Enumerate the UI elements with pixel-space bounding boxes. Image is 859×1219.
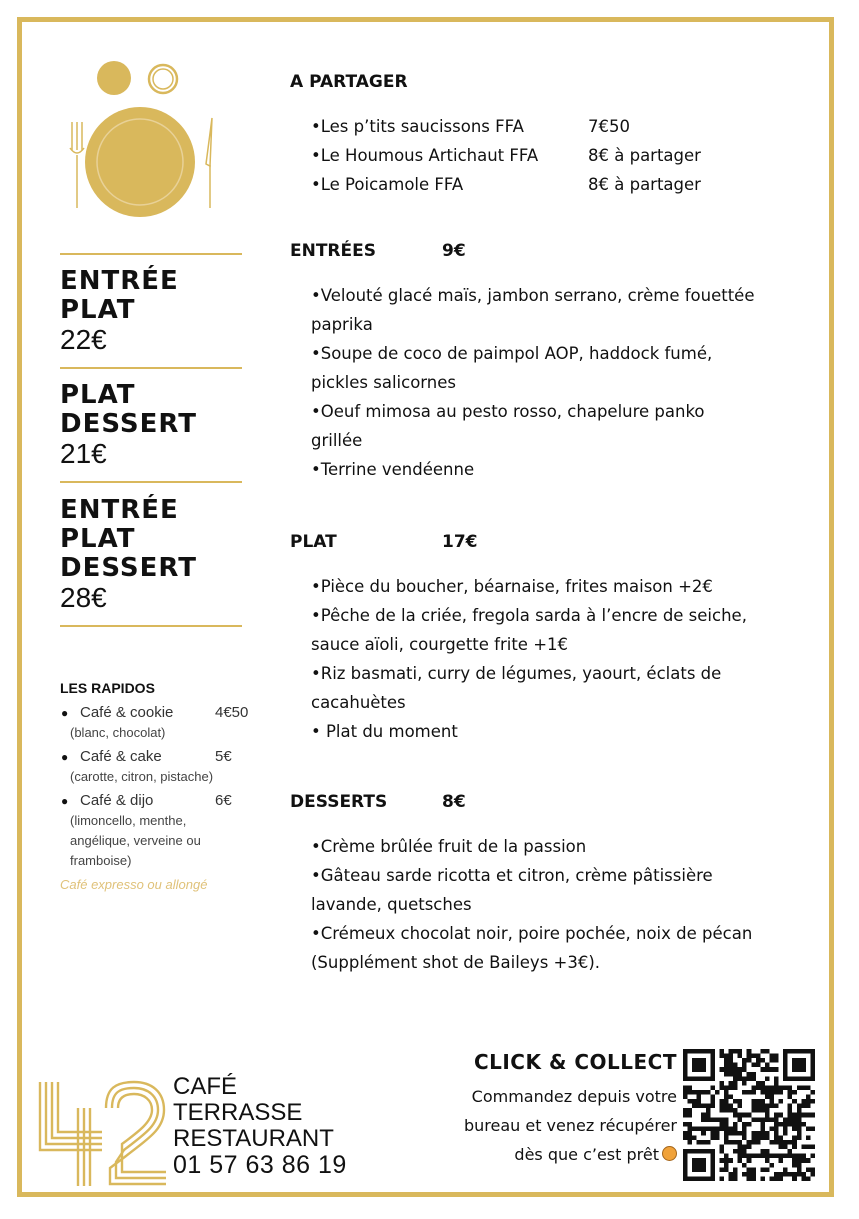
click-collect-title: CLICK & COLLECT <box>473 1050 677 1074</box>
menu-line: •Velouté glacé maïs, jambon serrano, crème fouettée <box>311 286 755 305</box>
divider <box>60 367 242 369</box>
menu-item-name: •Le Poicamole FFA <box>311 175 464 194</box>
menu-line: pickles salicornes <box>311 373 457 392</box>
section-price: 8€ <box>442 792 466 812</box>
rapidos-item-note: (carotte, citron, pistache) <box>70 769 214 784</box>
section-title <box>290 792 820 814</box>
rapidos-block <box>60 680 270 892</box>
section-price: 17€ <box>442 532 478 552</box>
menu-item <box>311 112 820 141</box>
section-desserts <box>290 792 820 977</box>
menu-item-price: 8€ à partager <box>588 146 701 165</box>
section-title <box>290 241 820 263</box>
rapidos-item-name: Café & dijo <box>80 792 154 809</box>
divider <box>60 253 242 255</box>
rapidos-item-name: Café & cookie <box>80 704 174 721</box>
formula-title: PLAT DESSERT <box>60 380 197 439</box>
section-plat <box>290 532 820 746</box>
section-title-text: A PARTAGER <box>290 72 408 92</box>
menu-line: •Crémeux chocolat noir, poire pochée, noix de pécan <box>311 924 753 943</box>
formula-price: 28€ <box>60 582 107 613</box>
formula-entree-plat-dessert <box>60 496 260 613</box>
menu-line: •Gâteau sarde ricotta et citron, crème pâtissière <box>311 866 713 885</box>
menu-line: •Crème brûlée fruit de la passion <box>311 837 587 856</box>
section-title-text: DESSERTS <box>290 792 388 812</box>
qr-code[interactable] <box>683 1049 815 1181</box>
formula-plat-dessert <box>60 381 260 469</box>
section-title-text: PLAT <box>290 532 337 552</box>
orange-emoji-icon <box>662 1146 677 1161</box>
rapidos-item-price: 6€ <box>215 792 232 809</box>
menu-line: •Pièce du boucher, béarnaise, frites maison +2€ <box>311 577 713 596</box>
section-items <box>311 572 820 746</box>
bullet-icon: ● <box>61 750 69 764</box>
formula-entree-plat <box>60 267 260 355</box>
plate-cutlery-icon <box>60 58 220 218</box>
menu-item-name: •Le Houmous Artichaut FFA <box>311 146 539 165</box>
menu-line: lavande, quetsches <box>311 895 472 914</box>
click-collect-block <box>464 1050 677 1169</box>
section-items <box>311 112 820 199</box>
rapidos-item-price: 5€ <box>215 748 232 765</box>
menu-line: paprika <box>311 315 373 334</box>
menu-line: •Soupe de coco de paimpol AOP, haddock fumé, <box>311 344 713 363</box>
restaurant-42-logo <box>38 1078 168 1190</box>
menu-line: •Pêche de la criée, fregola sarda à l’encre de seiche, <box>311 606 747 625</box>
click-collect-line: Commandez depuis votre <box>471 1087 677 1106</box>
menu-item <box>311 170 820 199</box>
rapidos-footer: Café expresso ou allongé <box>60 877 208 892</box>
menu-line: •Riz basmati, curry de légumes, yaourt, éclats de <box>311 664 722 683</box>
menu-item-name: •Les p’tits saucissons FFA <box>311 117 524 136</box>
rapidos-item <box>60 703 270 723</box>
rapidos-title: LES RAPIDOS <box>60 680 155 696</box>
formula-price: 22€ <box>60 324 107 355</box>
rapidos-item-price: 4€50 <box>215 704 249 721</box>
brand-block <box>173 1074 347 1178</box>
section-entrees <box>290 241 820 484</box>
phone-number: 01 57 63 86 19 <box>173 1151 347 1179</box>
section-title <box>290 532 820 554</box>
rapidos-item <box>60 747 270 767</box>
brand-line: TERRASSE <box>173 1099 303 1126</box>
bullet-icon: ● <box>61 794 69 808</box>
menu-line: cacahuètes <box>311 693 406 712</box>
menu-line: •Terrine vendéenne <box>311 460 475 479</box>
formula-title: ENTRÉE PLAT DESSERT <box>60 495 197 583</box>
menu-line: •Oeuf mimosa au pesto rosso, chapelure panko <box>311 402 705 421</box>
section-items <box>311 832 820 977</box>
menu-line: sauce aïoli, courgette frite +1€ <box>311 635 569 654</box>
divider <box>60 625 242 627</box>
bullet-icon: ● <box>61 706 69 720</box>
section-partager <box>290 72 820 199</box>
formula-title: ENTRÉE PLAT <box>60 266 179 325</box>
menu-line: • Plat du moment <box>311 722 458 741</box>
rapidos-item <box>60 791 270 811</box>
rapidos-item-name: Café & cake <box>80 748 162 765</box>
menu-line: grillée <box>311 431 363 450</box>
menu-item-price: 7€50 <box>588 117 630 136</box>
menu-item <box>311 141 820 170</box>
formula-price: 21€ <box>60 438 107 469</box>
rapidos-item-note: (limoncello, menthe, angélique, verveine ou framboise) <box>70 813 201 868</box>
section-price: 9€ <box>442 241 466 261</box>
divider <box>60 481 242 483</box>
brand-line: CAFÉ <box>173 1073 238 1100</box>
section-title <box>290 72 820 94</box>
brand-line: RESTAURANT <box>173 1125 334 1152</box>
click-collect-text: dès que c’est prêt <box>514 1145 659 1164</box>
section-title-text: ENTRÉES <box>290 241 376 261</box>
click-collect-line <box>464 1140 677 1169</box>
menu-item-price: 8€ à partager <box>588 175 701 194</box>
menu-line: (Supplément shot de Baileys +3€). <box>311 953 601 972</box>
section-items <box>311 281 820 484</box>
click-collect-line: bureau et venez récupérer <box>463 1116 677 1135</box>
rapidos-item-note: (blanc, chocolat) <box>70 725 166 740</box>
